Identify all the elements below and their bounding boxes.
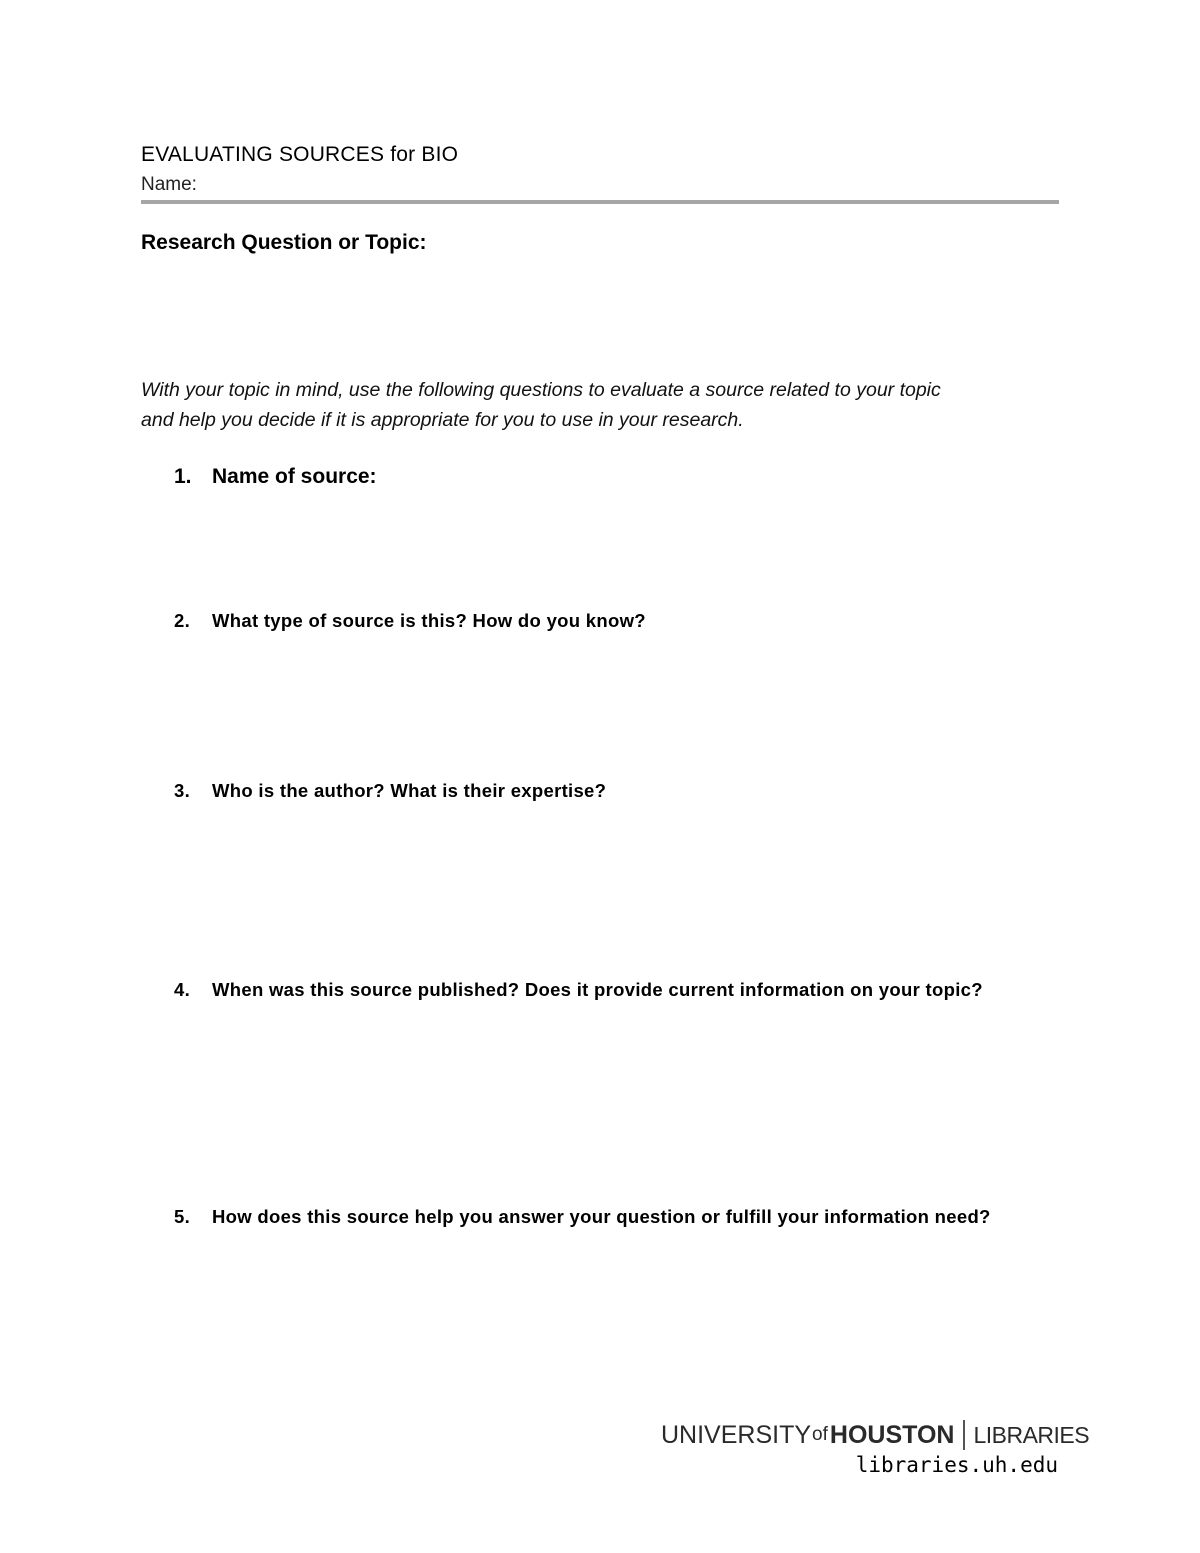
question-1 (174, 463, 1034, 491)
logo-of-text: of (812, 1424, 828, 1445)
question-text: How does this source help you answer your question or fulfill your information need? (212, 1206, 991, 1227)
research-question-heading: Research Question or Topic: (141, 231, 427, 254)
question-3 (174, 777, 1034, 805)
name-label: Name: (141, 174, 197, 195)
question-number: 1. (174, 465, 192, 488)
question-text: What type of source is this? How do you know? (212, 610, 646, 631)
university-libraries-logo (661, 1419, 1089, 1451)
logo-houston-text: HOUSTON (829, 1420, 955, 1449)
question-text: When was this source published? Does it provide current information on your topic? (212, 979, 983, 1000)
question-number: 3. (174, 780, 191, 801)
header-divider (141, 200, 1059, 204)
page-title: EVALUATING SOURCES for BIO (141, 143, 459, 166)
instructions-paragraph (141, 375, 1041, 435)
question-4 (174, 976, 1034, 1004)
question-number: 4. (174, 979, 191, 1000)
instructions-line-2: and help you decide if it is appropriate for you to use in your research. (141, 409, 744, 431)
question-text: Who is the author? What is their expertise? (212, 780, 607, 801)
logo-university-text: UNIVERSITY (661, 1420, 812, 1449)
logo-separator (963, 1420, 965, 1450)
question-text: Name of source: (212, 465, 377, 488)
logo-libraries-text: LIBRARIES (973, 1421, 1090, 1448)
question-number: 2. (174, 610, 191, 631)
instructions-line-1: With your topic in mind, use the following questions to evaluate a source related to your topic (141, 379, 941, 401)
libraries-url: libraries.uh.edu (855, 1453, 1058, 1477)
question-5 (174, 1203, 1034, 1231)
question-number: 5. (174, 1206, 191, 1227)
question-2 (174, 607, 1034, 635)
